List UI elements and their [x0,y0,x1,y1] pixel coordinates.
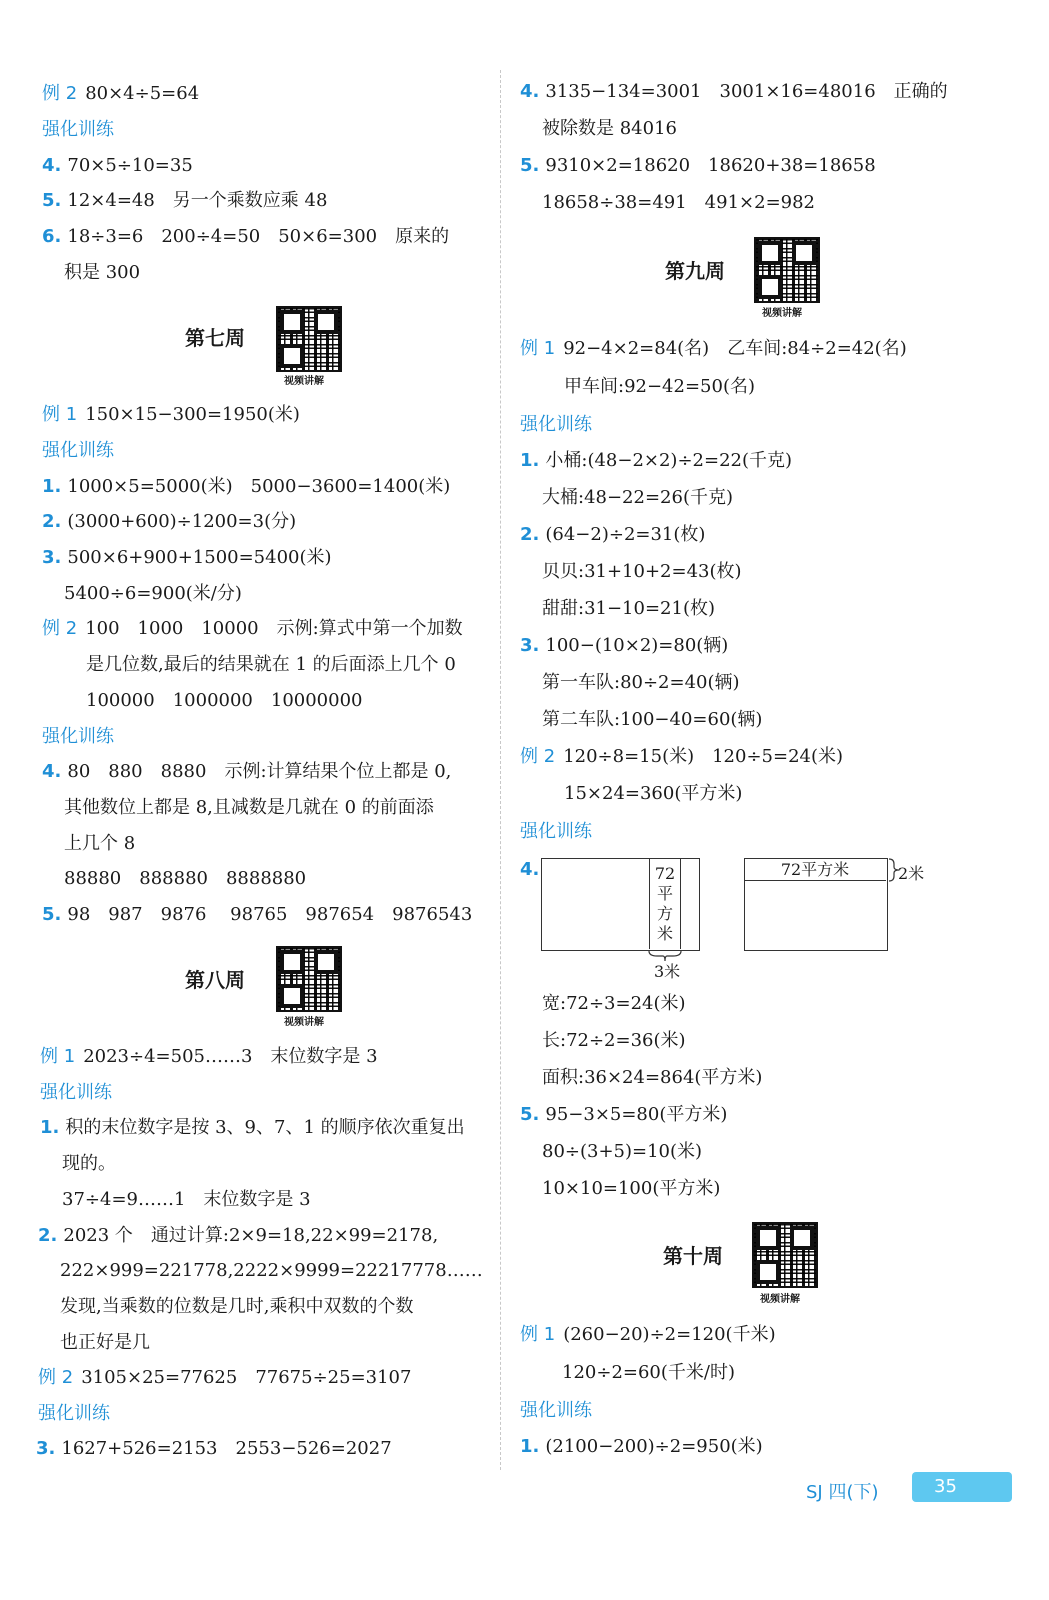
answer-line: 甜甜:31−10=21(枚) [542,598,715,619]
answer-line [520,523,705,547]
answer-line: 长:72÷2=36(米) [542,1030,686,1051]
item-number: 1. [42,476,62,497]
answer-line [38,1224,438,1248]
week-title: 第九周 [665,259,725,283]
answer-line: 222×999=221778,2222×9999=22217778…… [60,1260,483,1281]
qr-code-icon[interactable] [752,1222,818,1288]
answer-line: 积是 300 [64,262,141,283]
qr-caption: 视频讲解 [762,308,802,319]
answer-line [36,1437,392,1461]
answer-line: 37÷4=9……1 末位数字是 3 [62,1189,311,1210]
answer-line [520,634,728,658]
answer-line [42,154,193,178]
item-number: 5. [520,155,540,176]
item-number: 3. [42,547,62,568]
answer-line [40,1116,465,1140]
example-label: 例 1 [520,1324,556,1345]
week-title: 第八周 [185,968,245,992]
example-label: 例 1 [42,404,78,425]
answer-line: 也正好是几 [60,1332,150,1353]
answer-line: 上几个 8 [64,833,136,854]
section-heading: 强化训练 [42,440,114,461]
answer-text: 3105×25=77625 77675÷25=3107 [81,1367,412,1388]
answer-line [42,510,296,534]
figure-a-bottom-label: 3米 [654,962,681,981]
answer-text: 12×4=48 另一个乘数应乘 48 [67,190,328,211]
section-heading: 强化训练 [42,119,114,140]
answer-line: 15×24=360(平方米) [564,783,743,804]
answer-line [520,449,792,473]
item-number-text: 4. [520,859,540,880]
answer-line [40,1045,378,1069]
answer-line [38,1366,411,1390]
item-number: 6. [42,226,62,247]
example-label: 例 1 [40,1046,76,1067]
answer-text: 92−4×2=84(名) 乙车间:84÷2=42(名) [563,338,907,359]
answer-text: 2023÷4=505……3 末位数字是 3 [83,1046,378,1067]
item-number: 5. [520,1104,540,1125]
answer-text: 100−(10×2)=80(辆) [545,635,729,656]
item-number: 1. [520,1436,540,1457]
answer-line: 80÷(3+5)=10(米) [542,1141,703,1162]
item-number: 2. [520,524,540,545]
answer-line: 宽:72÷3=24(米) [542,993,686,1014]
answer-line: 120÷2=60(千米/时) [562,1362,735,1383]
answer-line [42,189,327,213]
item-number: 3. [520,635,540,656]
qr-caption: 视频讲解 [284,1017,324,1028]
answer-text: 18÷3=6 200÷4=50 50×6=300 原来的 [67,226,450,247]
week-title: 第七周 [185,326,245,350]
answer-line: 大桶:48−22=26(千克) [542,487,733,508]
answer-text: 80 880 8880 示例:计算结果个位上都是 0, [67,761,452,782]
item-number: 4. [42,761,62,782]
answer-line [520,745,843,769]
figure-b-side-label: 2米 [898,864,925,883]
page-number: 35 [934,1476,957,1497]
answer-text: 2023 个 通过计算:2×9=18,22×99=2178, [63,1225,439,1246]
answer-text: (3000+600)÷1200=3(分) [67,511,297,532]
answer-line [42,546,332,570]
qr-caption: 视频讲解 [760,1294,800,1305]
answer-text: 小桶:(48−2×2)÷2=22(千克) [545,450,793,471]
week-title: 第十周 [663,1244,723,1268]
answer-line [520,1323,776,1347]
section-heading: 强化训练 [520,414,592,435]
answer-line [42,225,449,249]
section-heading: 强化训练 [520,821,592,842]
qr-code-icon[interactable] [276,306,342,372]
item-number: 2. [38,1225,58,1246]
example-label: 例 2 [38,1367,74,1388]
grade-label: SJ 四(下) [806,1482,879,1503]
answer-line [42,617,463,641]
item-number: 2. [42,511,62,532]
answer-text: 100 1000 10000 示例:算式中第一个加数 [85,618,463,639]
answer-text: 1000×5=5000(米) 5000−3600=1400(米) [67,476,451,497]
answer-line [520,337,907,361]
answer-text: 80×4÷5=64 [85,83,200,104]
answer-line: 18658÷38=491 491×2=982 [542,192,816,213]
answer-line [520,154,876,178]
item-number: 4. [42,155,62,176]
item-number: 4. [520,81,540,102]
example-label: 例 2 [42,83,78,104]
answer-line: 5400÷6=900(米/分) [64,583,242,604]
answer-text: (64−2)÷2=31(枚) [545,524,706,545]
qr-code-icon[interactable] [276,946,342,1012]
answer-line: 100000 1000000 10000000 [86,690,363,711]
answer-line [42,475,450,499]
answer-text: 120÷8=15(米) 120÷5=24(米) [563,746,844,767]
answer-line [520,1435,763,1459]
qr-caption: 视频讲解 [284,376,324,387]
section-heading: 强化训练 [38,1403,110,1424]
answer-text: 积的末位数字是按 3、9、7、1 的顺序依次重复出 [65,1117,465,1138]
answer-line: 发现,当乘数的位数是几时,乘积中双数的个数 [60,1296,414,1317]
qr-code-icon[interactable] [754,237,820,303]
answer-text: 3135−134=3001 3001×16=48016 正确的 [545,81,948,102]
example-label: 例 2 [42,618,78,639]
example-label: 例 2 [520,746,556,767]
column-divider [500,70,501,1470]
answer-text: 9310×2=18620 18620+38=18658 [545,155,876,176]
item-number: 5. [42,904,62,925]
answer-text: (2100−200)÷2=950(米) [545,1436,763,1457]
example-label: 例 1 [520,338,556,359]
item-number: 5. [42,190,62,211]
answer-line: 面积:36×24=864(平方米) [542,1067,763,1088]
answer-line [42,760,451,784]
answer-line: 是几位数,最后的结果就在 1 的后面添上几个 0 [86,654,456,675]
section-heading: 强化训练 [40,1082,112,1103]
page-number-tab [912,1472,1012,1502]
item-number: 1. [40,1117,60,1138]
answer-line: 88880 888880 8888880 [64,868,307,889]
answer-text: 95−3×5=80(平方米) [545,1104,728,1125]
answer-line: 第二车队:100−40=60(辆) [542,709,763,730]
answer-line: 其他数位上都是 8,且减数是几就在 0 的前面添 [64,797,434,818]
answer-text: (260−20)÷2=120(千米) [563,1324,776,1345]
answer-line [42,903,472,927]
answer-line: 甲车间:92−42=50(名) [564,376,755,397]
answer-text: 500×6+900+1500=5400(米) [67,547,332,568]
figure-b-label: 72平方米 [780,860,850,879]
answer-line: 贝贝:31+10+2=43(枚) [542,561,742,582]
answer-line: 第一车队:80÷2=40(辆) [542,672,740,693]
item-number: 3. [36,1438,56,1459]
answer-text: 1627+526=2153 2553−526=2027 [61,1438,392,1459]
item-number: 1. [520,450,540,471]
answer-line: 10×10=100(平方米) [542,1178,721,1199]
answer-line [520,80,948,104]
answer-line [520,1103,727,1127]
answer-text: 150×15−300=1950(米) [85,404,300,425]
answer-text: 70×5÷10=35 [67,155,193,176]
answer-line: 现的。 [62,1153,116,1174]
answer-text: 98 987 9876 98765 987654 9876543 [67,904,473,925]
answer-line [42,403,300,427]
section-heading: 强化训练 [520,1400,592,1421]
answer-line [42,82,199,106]
answer-line: 被除数是 84016 [542,118,677,139]
section-heading: 强化训练 [42,726,114,747]
figure-a-label: 72平方米 [654,864,676,943]
